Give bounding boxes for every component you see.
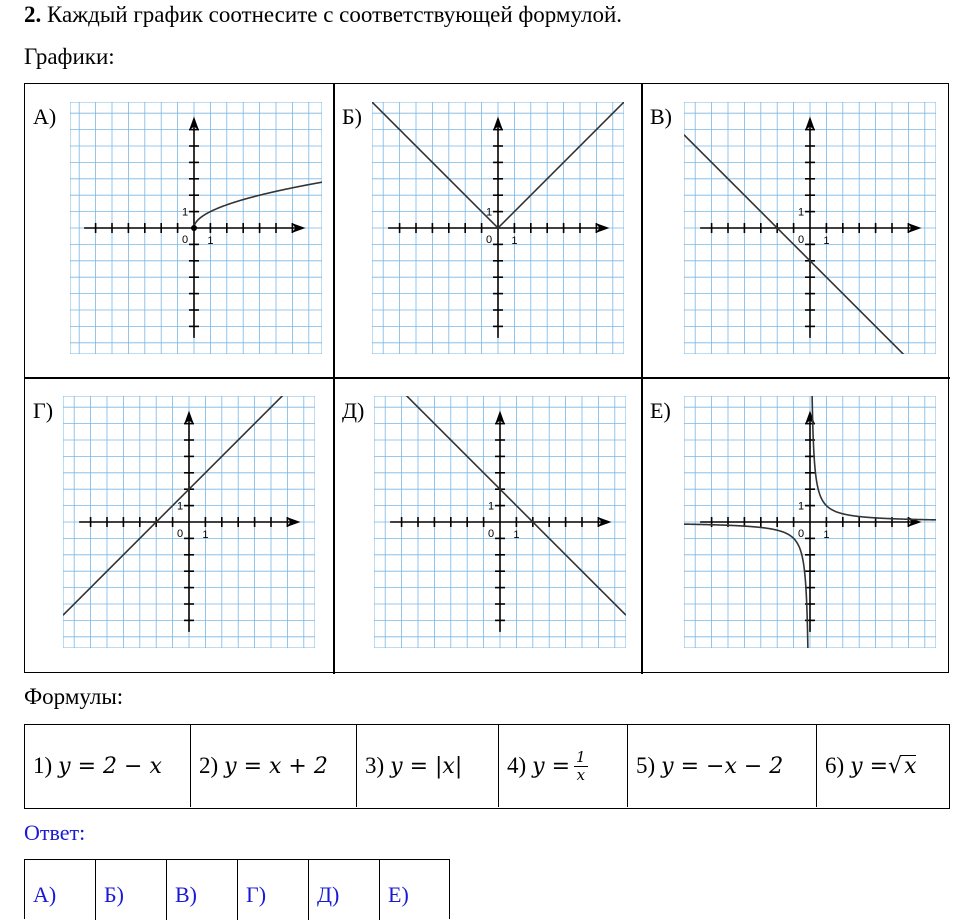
origin-label: 0 <box>488 528 495 540</box>
fraction-denominator: x <box>576 765 586 784</box>
graphs-table <box>24 83 949 673</box>
x-unit-label: 1 <box>202 529 209 541</box>
formula-expression-lhs: y = <box>532 753 571 779</box>
formulas-label: Формулы: <box>24 684 124 709</box>
x-unit-label: 1 <box>823 529 830 541</box>
answer-cell-a[interactable] <box>25 860 96 920</box>
x-unit-label: 1 <box>513 529 520 541</box>
graph-letter: А) <box>33 104 57 129</box>
origin-label: 0 <box>798 528 805 540</box>
graph-cell-b <box>334 84 641 377</box>
graph-letter: В) <box>650 104 672 129</box>
graph-letter: Е) <box>650 398 671 423</box>
answer-table <box>24 859 450 919</box>
task-title <box>24 2 622 28</box>
sqrt-icon: √ <box>888 753 903 779</box>
answer-cell-label: Б) <box>104 882 124 907</box>
y-unit-label: 1 <box>182 206 189 219</box>
x-unit-label: 1 <box>511 235 518 247</box>
y-unit-label: 1 <box>488 500 495 513</box>
formulas-table <box>24 724 950 809</box>
graph-letter: Г) <box>33 398 54 423</box>
answer-cell-label: Д) <box>317 882 340 907</box>
sqrt-argument: x <box>904 753 917 779</box>
formula-number: 6) <box>825 753 845 778</box>
answer-cell-b[interactable] <box>96 860 167 920</box>
answer-cell-label: В) <box>175 882 197 907</box>
origin-label: 0 <box>798 234 805 246</box>
formula-expression: y = x + 2 <box>224 753 328 779</box>
formula-cell-6 <box>817 725 948 807</box>
answer-label: Ответ: <box>24 820 86 845</box>
x-unit-label: 1 <box>207 235 214 247</box>
start-point <box>191 225 197 231</box>
formula-expression: y = −x − 2 <box>661 753 784 779</box>
graph-cell-v <box>642 84 950 377</box>
answer-cell-v[interactable] <box>167 860 238 920</box>
formula-expression: y = |x| <box>390 753 463 779</box>
y-unit-label: 1 <box>798 500 805 513</box>
formula-number: 4) <box>507 753 527 778</box>
origin-label: 0 <box>182 234 189 246</box>
graph-cell-a <box>25 84 333 377</box>
formula-expression-lhs: y = <box>850 753 889 779</box>
formula-cell-2 <box>191 725 357 807</box>
graph-plot-b <box>372 102 624 354</box>
fraction <box>574 749 588 784</box>
answer-cell-label: А) <box>33 882 57 907</box>
origin-label: 0 <box>486 234 493 246</box>
task-number: 2. <box>24 2 42 27</box>
x-unit-label: 1 <box>823 235 830 247</box>
formula-number: 3) <box>365 753 385 778</box>
answer-cell-g[interactable] <box>238 860 309 920</box>
task-text: Каждый график соотнесите с соответствующей формулой. <box>41 2 623 27</box>
graph-plot-v <box>684 102 936 354</box>
graph-letter: Д) <box>342 398 365 423</box>
formula-number: 2) <box>199 753 219 778</box>
answer-cell-e[interactable] <box>380 860 449 920</box>
graph-plot-e <box>684 396 936 648</box>
answer-cell-d[interactable] <box>309 860 380 920</box>
y-unit-label: 1 <box>798 206 805 219</box>
graph-cell-e <box>642 378 950 674</box>
graph-plot-d <box>374 396 626 648</box>
graph-plot-a <box>70 102 322 354</box>
formula-number: 1) <box>33 753 53 778</box>
answer-cell-label: Г) <box>246 882 267 907</box>
formula-cell-1 <box>25 725 191 807</box>
graph-plot-g <box>63 396 315 648</box>
y-unit-label: 1 <box>486 206 493 219</box>
formula-cell-5 <box>628 725 817 807</box>
graphs-label: Графики: <box>24 44 115 69</box>
graph-cell-d <box>334 378 641 674</box>
origin-label: 0 <box>177 528 184 540</box>
formula-expression: y = 2 − x <box>58 753 162 779</box>
graph-cell-g <box>25 378 333 674</box>
y-unit-label: 1 <box>177 500 184 513</box>
formula-cell-3 <box>357 725 499 807</box>
formula-cell-4 <box>499 725 628 807</box>
graph-letter: Б) <box>342 104 362 129</box>
formula-number: 5) <box>636 753 656 778</box>
fraction-numerator: 1 <box>576 747 586 766</box>
answer-cell-label: Е) <box>388 882 409 907</box>
